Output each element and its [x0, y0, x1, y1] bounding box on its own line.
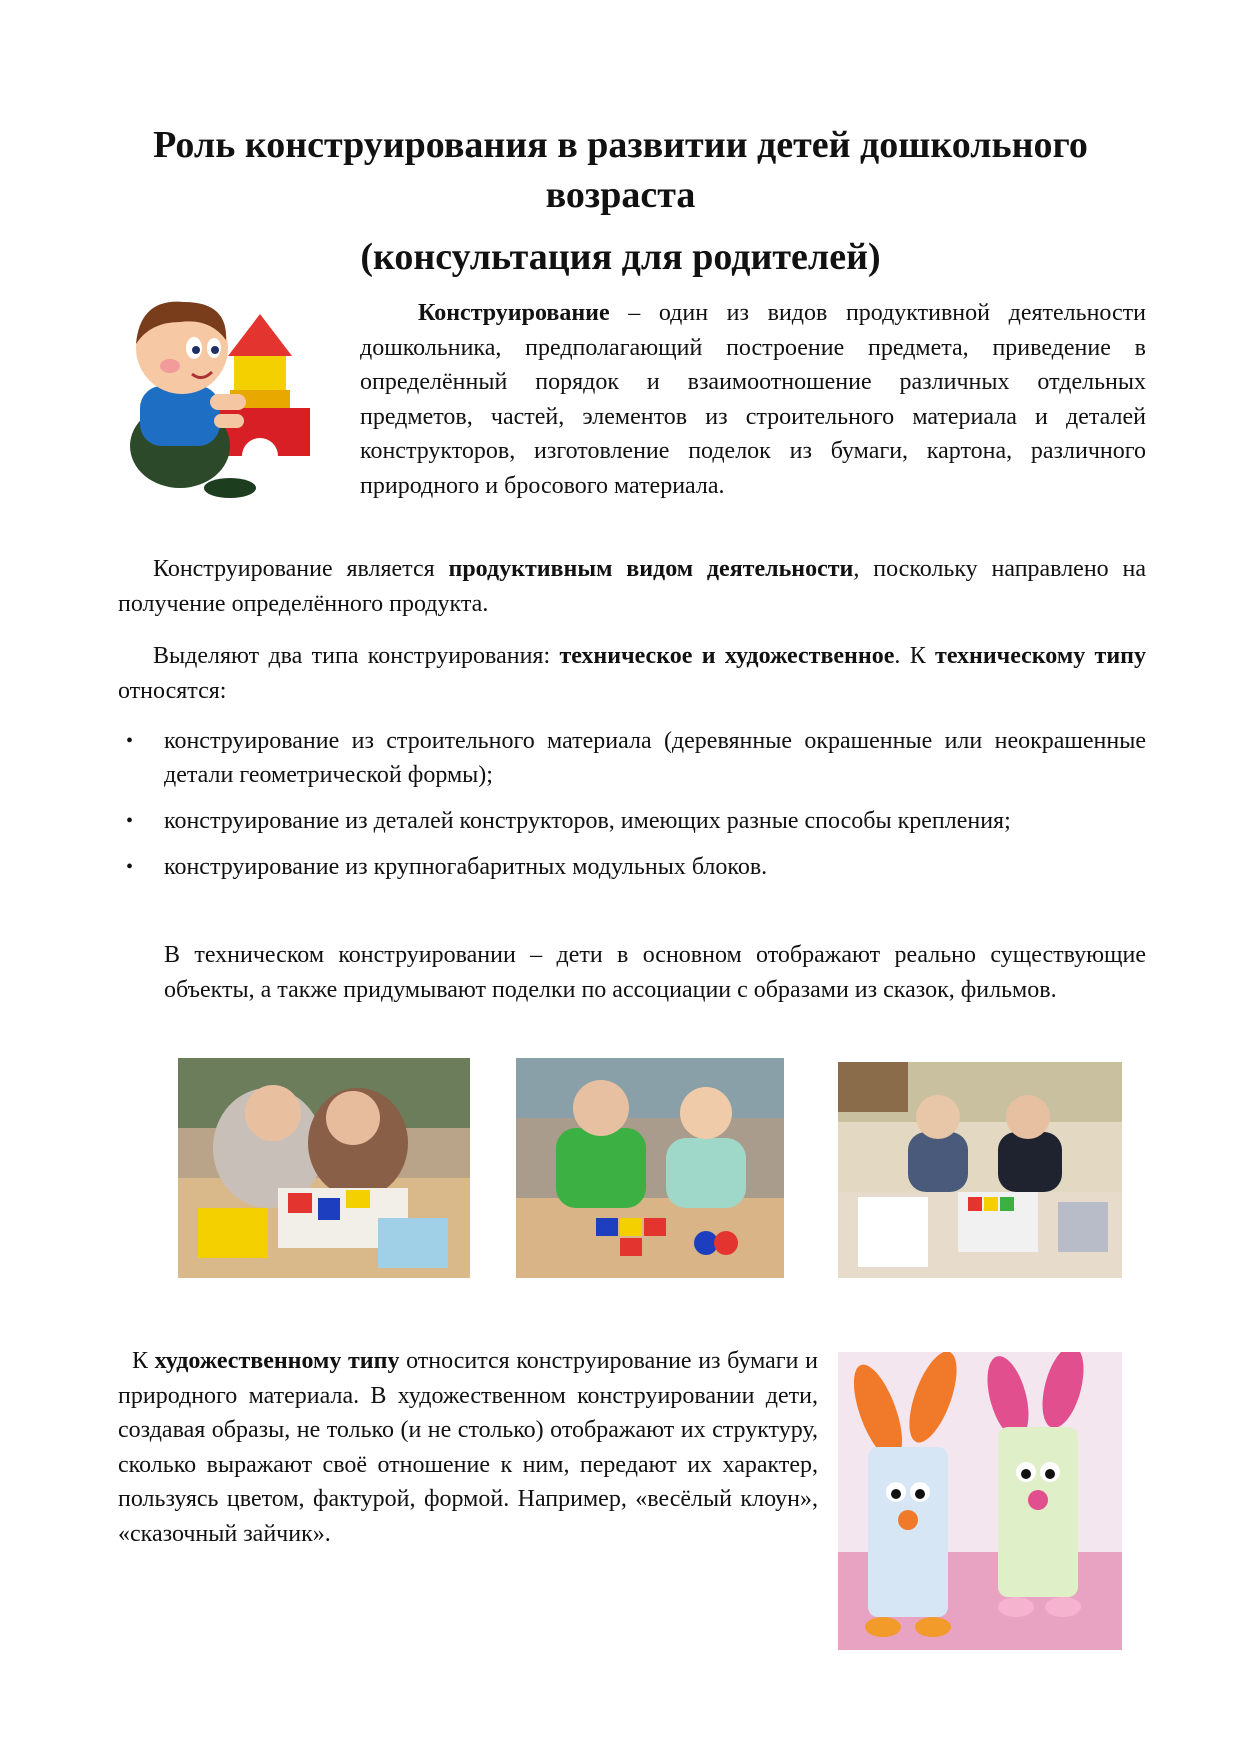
intro-text: – один из видов продуктивной деятельности дошкольника, предполагающий построение предмета, приведение в определённый порядок и взаимоотношение различных отдельных предметов, частей, элементов из строительного материала и деталей конструкторов, изготовление поделок из бумаги, картона, различного природного и бросового материала. [360, 300, 1146, 499]
para1-after: , поскольку направлено на получение определённого продукта. [118, 556, 1146, 617]
boy-shirt [140, 386, 220, 446]
boys-with-mosaic-cards-photo [838, 1062, 1122, 1278]
para4-bold: художественному типу [154, 1348, 400, 1374]
list-item [118, 724, 1146, 792]
para1-bold: продуктивным видом деятельности [448, 556, 854, 582]
list-item-text: конструирование из крупногабаритных модульных блоков. [164, 854, 768, 880]
para2-after: относятся: [118, 677, 227, 704]
yellow-cube-block [234, 356, 286, 390]
bullet-icon: • [126, 810, 134, 832]
para2-bold-technical: техническому типу [935, 643, 1146, 669]
children-building-with-blocks-photo [178, 1058, 470, 1278]
para1-before: Конструирование является [153, 556, 449, 582]
para2-middle: . К [894, 643, 936, 669]
list-item-text: конструирование из строительного материала (деревянные окрашенные или неокрашенные детали геометрической формы); [164, 728, 1146, 788]
list-item [118, 804, 1146, 838]
list-item-text: конструирование из деталей конструкторов, имеющих разные способы крепления; [164, 808, 1011, 834]
list-item [118, 850, 1146, 884]
red-triangle-block [228, 314, 292, 356]
bullet-icon: • [126, 856, 134, 878]
page-subtitle: (консультация для родителей) [360, 236, 881, 278]
intro-paragraph [360, 296, 1146, 503]
cartoon-boy-with-blocks-illustration [110, 296, 342, 508]
productive-activity-paragraph [118, 552, 1146, 621]
technical-construction-paragraph: В техническом конструировании – дети в основном отображают реально существующие объекты, а также придумывают поделки по ассоциации с образами из сказок, фильмов. [164, 942, 1146, 1003]
para2-bold-types: техническое и художественное [559, 643, 895, 669]
page-title: Роль конструирования в развитии детей дошкольного возраста [153, 124, 1088, 216]
children-at-table-with-blocks-photo [516, 1058, 784, 1278]
bullet-icon: • [126, 730, 134, 752]
para4-before: К [132, 1348, 155, 1374]
para2-before: Выделяют два типа конструирования: [153, 643, 560, 669]
technical-types-list [118, 724, 1146, 896]
intro-term: Конструирование [418, 300, 610, 326]
para4-after: относится конструирование из бумаги и природного материала. В художественном конструировании дети, создавая образы, не только (и не столько) отображают их структуру, сколько выражают своё отношение к ним, передают их характер, пользуясь цветом, фактурой, формой. Например, «весёлый клоун», «сказочный зайчик». [118, 1348, 818, 1547]
paper-roll-bunnies-photo [838, 1352, 1122, 1650]
artistic-construction-paragraph [118, 1344, 818, 1551]
types-paragraph [118, 639, 1146, 708]
